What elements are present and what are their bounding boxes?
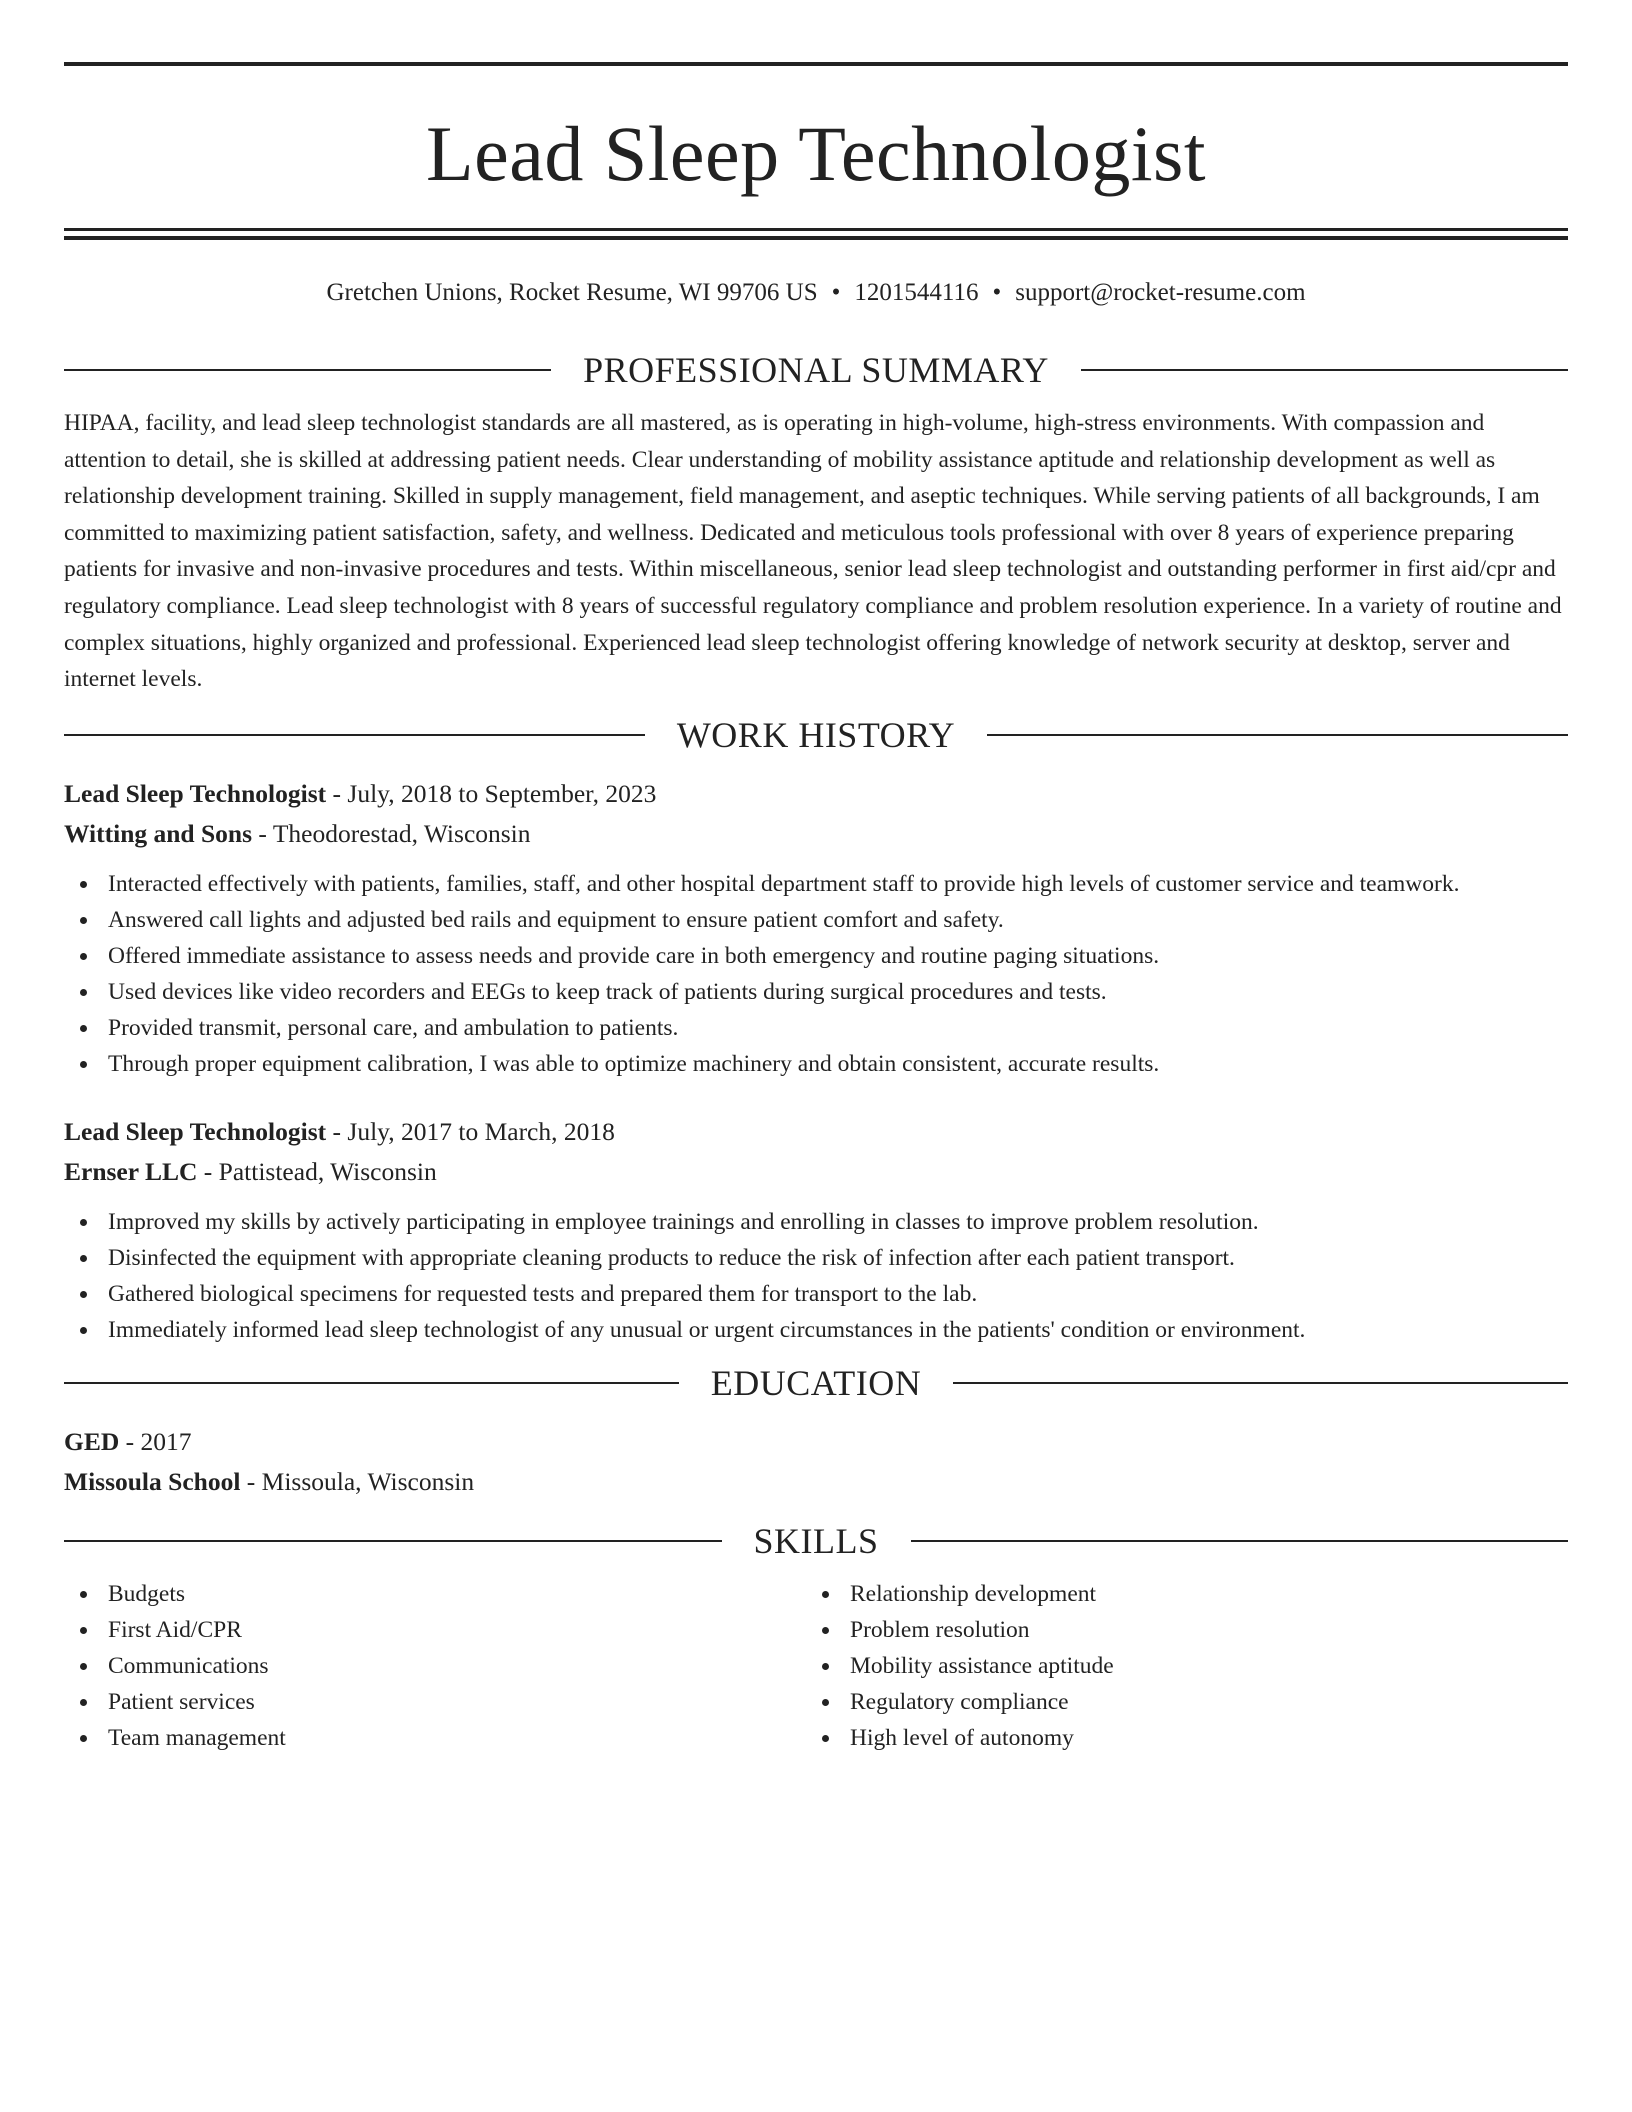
title-double-rule (64, 228, 1568, 240)
skill-item: Team management (64, 1720, 806, 1756)
list-item: Provided transmit, personal care, and ambulation to patients. (64, 1010, 1568, 1046)
job-title-line: Lead Sleep Technologist - July, 2017 to March, 2018 (64, 1116, 615, 1146)
skill-item: Patient services (64, 1684, 806, 1720)
skill-item: Mobility assistance aptitude (806, 1648, 1548, 1684)
section-heading-skills (64, 1518, 1568, 1564)
heading-rule (64, 1382, 679, 1384)
school-name: Missoula School (64, 1466, 241, 1496)
section-heading-work-history (64, 712, 1568, 758)
skills-column-left (64, 1576, 806, 1756)
contact-separator: • (831, 279, 841, 306)
skill-item: High level of autonomy (806, 1720, 1548, 1756)
list-item: Immediately informed lead sleep technologist of any unusual or urgent circumstances in the patients' condition or environment. (64, 1312, 1568, 1348)
section-heading-summary (64, 347, 1568, 393)
job-title: Lead Sleep Technologist (64, 1116, 327, 1146)
heading-label: SKILLS (753, 1520, 879, 1561)
heading-rule (1081, 369, 1568, 371)
summary-text: HIPAA, facility, and lead sleep technologist standards are all mastered, as is operating in high-volume, high-stress environments. With compassion and attention to detail, she is skilled at addressing patient needs. Clear understanding of mobility assistance aptitude and relationship development as well as relationship development training. Skilled in supply management, field management, and aseptic techniques. While serving patients of all backgrounds, I am committed to maximizing patient satisfaction, safety, and wellness. Dedicated and meticulous tools professional with over 8 years of experience preparing patients for invasive and non-invasive procedures and tests. Within miscellaneous, senior lead sleep technologist and outstanding performer in first aid/cpr and regulatory compliance. Lead sleep technologist with 8 years of successful regulatory compliance and problem resolution experience. In a variety of routine and complex situations, highly organized and professional. Experienced lead sleep technologist offering knowledge of network security at desktop, server and internet levels. (64, 410, 1562, 693)
job-bullets (64, 866, 1568, 1082)
job-title: Lead Sleep Technologist (64, 778, 327, 808)
heading-rule (64, 1540, 722, 1542)
degree-line: GED - 2017 (64, 1426, 192, 1456)
employer-line: Witting and Sons - Theodorestad, Wisconsin (64, 818, 531, 848)
job-dates: July, 2017 to March, 2018 (347, 1116, 615, 1146)
heading-label: PROFESSIONAL SUMMARY (583, 350, 1049, 390)
list-item: Answered call lights and adjusted bed rails and equipment to ensure patient comfort and safety. (64, 902, 1568, 938)
employer-name: Ernser LLC (64, 1156, 198, 1186)
list-item: Through proper equipment calibration, I was able to optimize machinery and obtain consistent, accurate results. (64, 1046, 1568, 1082)
employer-location: Theodorestad, Wisconsin (272, 818, 531, 848)
heading-rule (64, 369, 551, 371)
employer-name: Witting and Sons (64, 818, 253, 848)
skill-item: Communications (64, 1648, 806, 1684)
heading-rule (64, 734, 645, 736)
job-title-line: Lead Sleep Technologist - July, 2018 to September, 2023 (64, 778, 657, 808)
contact-address: Gretchen Unions, Rocket Resume, WI 99706 US (326, 279, 818, 306)
school-location: Missoula, Wisconsin (261, 1466, 475, 1496)
list-item: Improved my skills by actively participating in employee trainings and enrolling in classes to improve problem resolution. (64, 1204, 1568, 1240)
heading-rule (953, 1382, 1568, 1384)
contact-separator: • (992, 279, 1002, 306)
heading-rule (987, 734, 1568, 736)
skill-item: Relationship development (806, 1576, 1548, 1612)
education-entry (64, 1422, 1568, 1502)
heading-label: WORK HISTORY (676, 714, 956, 755)
employer-line: Ernser LLC - Pattistead, Wisconsin (64, 1156, 437, 1186)
list-item: Gathered biological specimens for requested tests and prepared them for transport to the lab. (64, 1276, 1568, 1312)
list-item: Offered immediate assistance to assess needs and provide care in both emergency and routine paging situations. (64, 938, 1568, 974)
job-bullets (64, 1204, 1568, 1348)
section-heading-education (64, 1360, 1568, 1406)
contact-phone: 1201544116 (854, 279, 979, 306)
graduation-year: 2017 (140, 1426, 192, 1456)
skills-column-right (806, 1576, 1548, 1756)
skill-item: Regulatory compliance (806, 1684, 1548, 1720)
skills-list (64, 1576, 1568, 1756)
job-entry (64, 1112, 1568, 1348)
list-item: Used devices like video recorders and EEGs to keep track of patients during surgical procedures and tests. (64, 974, 1568, 1010)
heading-label: EDUCATION (710, 1362, 922, 1403)
contact-email: support@rocket-resume.com (1015, 279, 1306, 306)
list-item: Interacted effectively with patients, families, staff, and other hospital department staff to provide high levels of customer service and teamwork. (64, 866, 1568, 902)
skill-item: Budgets (64, 1576, 806, 1612)
list-item: Disinfected the equipment with appropriate cleaning products to reduce the risk of infection after each patient transport. (64, 1240, 1568, 1276)
skill-item: Problem resolution (806, 1612, 1548, 1648)
degree: GED (64, 1426, 120, 1456)
skill-item: First Aid/CPR (64, 1612, 806, 1648)
job-dates: July, 2018 to September, 2023 (347, 778, 657, 808)
job-entry (64, 774, 1568, 1082)
contact-line (64, 277, 1568, 309)
heading-rule (911, 1540, 1569, 1542)
resume-title: Lead Sleep Technologist (425, 110, 1207, 197)
employer-location: Pattistead, Wisconsin (218, 1156, 437, 1186)
school-line: Missoula School - Missoula, Wisconsin (64, 1466, 475, 1496)
